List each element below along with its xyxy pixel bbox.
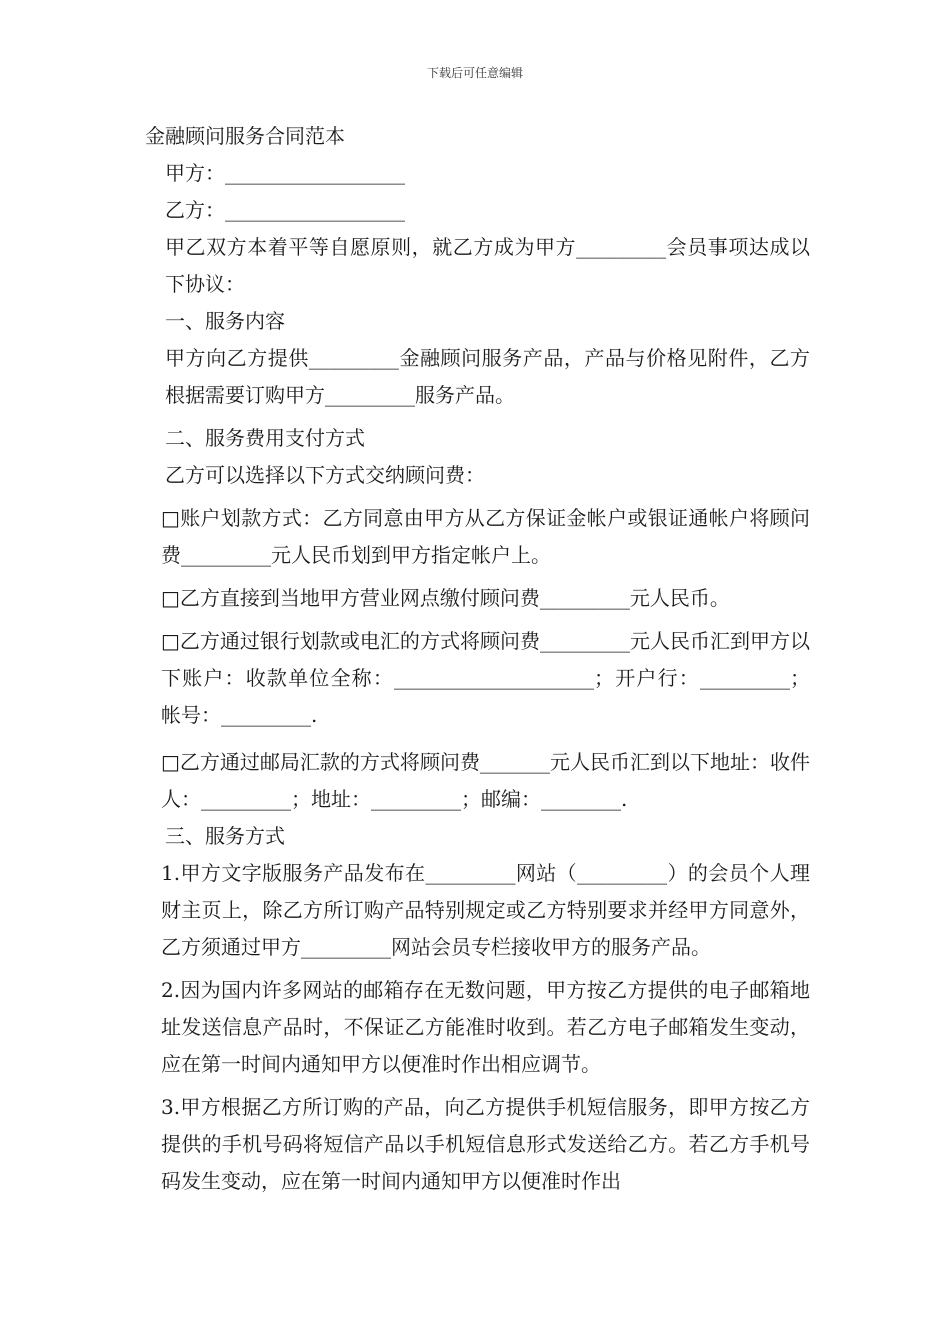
section-2-intro: 乙方可以选择以下方式交纳顾问费： xyxy=(165,463,485,487)
section-1-paragraph: 甲方向乙方提供_________金融顾问服务产品，产品与价格见附件，乙方根据需要订购甲方_________服务产品。 xyxy=(165,346,810,407)
section-3-item-2: 2.因为国内许多网站的邮箱存在无数问题，甲方按乙方提供的电子邮箱地址发送信息产品时，不保证乙方能准时收到。若乙方电子邮箱发生变动，应在第一时间内通知甲方以便准时作出相应调节。 xyxy=(161,978,810,1076)
party-a-line: 甲方：__________________ xyxy=(165,161,405,185)
section-1-heading: 一、服务内容 xyxy=(165,309,285,333)
section-2-heading: 二、服务费用支付方式 xyxy=(165,426,365,450)
section-3-item-1: 1.甲方文字版服务产品发布在_________网站（_________）的会员个人理财主页上，除乙方所订购产品特别规定或乙方特别要求并经甲方同意外，乙方须通过甲方_________网站会员专栏接收甲方的服务产品。 xyxy=(161,861,810,959)
payment-option-postal: □乙方通过邮局汇款的方式将顾问费_______元人民币汇到以下地址：收件人：_________；地址：_________；邮编：________. xyxy=(161,750,810,811)
payment-option-bank-transfer: □乙方通过银行划款或电汇的方式将顾问费_________元人民币汇到甲方以下账户：收款单位全称：____________________；开户行：_________；帐号：_________. xyxy=(161,629,810,727)
document-body xyxy=(145,118,810,1200)
payment-option-branch: □乙方直接到当地甲方营业网点缴付顾问费_________元人民币。 xyxy=(161,586,730,610)
payment-option-account-transfer: □账户划款方式：乙方同意由甲方从乙方保证金帐户或银证通帐户将顾问费_________元人民币划到甲方指定帐户上。 xyxy=(161,506,810,567)
intro-paragraph: 甲乙双方本着平等自愿原则，就乙方成为甲方_________会员事项达成以下协议： xyxy=(165,235,810,296)
document-title: 金融顾问服务合同范本 xyxy=(145,124,345,148)
section-3-heading: 三、服务方式 xyxy=(165,824,285,848)
party-b-line: 乙方：__________________ xyxy=(165,198,405,222)
section-3-item-3: 3.甲方根据乙方所订购的产品，向乙方提供手机短信服务，即甲方按乙方提供的手机号码将短信产品以手机短信息形式发送给乙方。若乙方手机号码发生变动，应在第一时间内通知甲方以便准时作出 xyxy=(161,1095,810,1193)
page-header-note: 下载后可任意编辑 xyxy=(426,66,523,80)
